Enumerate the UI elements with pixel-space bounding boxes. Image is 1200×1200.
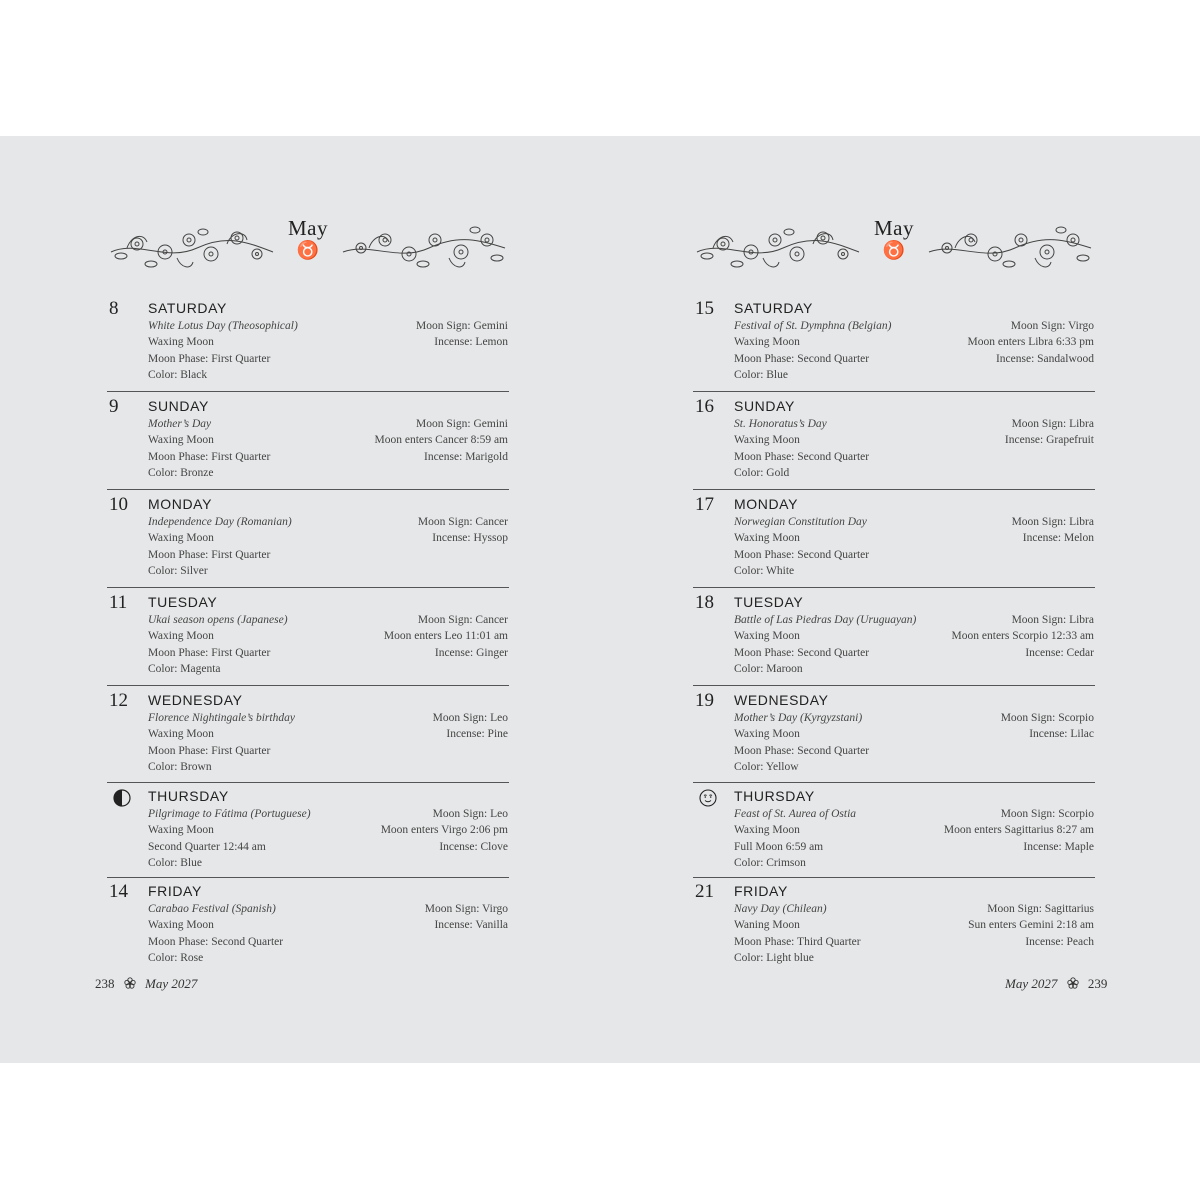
day-astro	[1005, 416, 1094, 449]
book-spread	[0, 136, 1200, 1063]
moon-state: Waxing Moon	[734, 630, 800, 643]
incense: Incense: Peach	[1025, 935, 1094, 948]
holiday-name: White Lotus Day (Theosophical)	[148, 320, 298, 332]
incense: Incense: Lilac	[1029, 728, 1094, 741]
divider	[693, 877, 1095, 878]
moon-phase: Moon Phase: Third Quarter	[734, 935, 861, 948]
moon-ingress: Moon enters Cancer 8:59 am	[374, 434, 508, 447]
sun-ingress: Sun enters Gemini 2:18 am	[968, 919, 1094, 932]
day-entry	[693, 786, 1095, 878]
day-number: 9	[109, 396, 119, 417]
holiday-name: Feast of St. Aurea of Ostia	[734, 808, 857, 820]
day-astro	[416, 318, 508, 351]
moon-state: Waxing Moon	[148, 824, 214, 837]
day-color: Color: Brown	[148, 761, 212, 774]
flower-icon	[1067, 977, 1079, 989]
moon-ingress: Moon enters Libra 6:33 pm	[967, 336, 1094, 349]
divider	[107, 489, 509, 490]
moon-sign: Moon Sign: Gemini	[415, 320, 508, 332]
day-astro	[1001, 710, 1094, 743]
moon-sign: Moon Sign: Libra	[1011, 516, 1094, 528]
day-entry	[693, 592, 1095, 686]
day-color: Color: Crimson	[734, 857, 806, 870]
moon-sign: Moon Sign: Virgo	[424, 903, 508, 915]
holiday-name: Carabao Festival (Spanish)	[148, 903, 276, 915]
incense: Incense: Ginger	[434, 646, 508, 659]
floral-flourish-icon	[339, 218, 509, 272]
incense: Incense: Grapefruit	[1004, 434, 1094, 447]
day-entry	[693, 690, 1095, 783]
divider	[693, 489, 1095, 490]
month-header	[693, 216, 1095, 276]
moon-sign: Moon Sign: Scorpio	[1000, 712, 1094, 724]
holiday-name: Norwegian Constitution Day	[734, 516, 867, 528]
moon-state: Waxing Moon	[148, 336, 214, 349]
moon-phase: Moon Phase: First Quarter	[148, 646, 271, 659]
day-astro	[375, 416, 509, 465]
day-number: 10	[109, 494, 128, 515]
moon-phase: Moon Phase: Second Quarter	[734, 450, 870, 463]
day-details	[734, 416, 869, 482]
day-entry	[693, 881, 1095, 971]
day-entry	[107, 592, 509, 686]
month-title: May	[288, 216, 328, 240]
moon-state: Waxing Moon	[148, 630, 214, 643]
weekday-label: FRIDAY	[734, 883, 788, 899]
day-entry	[107, 690, 509, 783]
day-entry	[107, 786, 509, 878]
day-astro	[968, 318, 1094, 367]
moon-sign: Moon Sign: Leo	[432, 808, 508, 820]
weekday-label: TUESDAY	[148, 594, 218, 610]
day-astro	[944, 806, 1094, 855]
day-entry	[107, 881, 509, 971]
incense: Incense: Sandalwood	[995, 352, 1094, 365]
day-entry	[693, 396, 1095, 490]
incense: Incense: Melon	[1022, 532, 1094, 545]
moon-ingress: Moon enters Leo 11:01 am	[383, 630, 508, 643]
moon-phase: Moon Phase: Second Quarter	[148, 935, 284, 948]
right-page	[586, 136, 1186, 1063]
day-number: 18	[695, 592, 714, 613]
weekday-label: SATURDAY	[148, 300, 227, 316]
day-details	[148, 806, 311, 872]
day-astro	[1012, 514, 1094, 547]
day-number: 17	[695, 494, 714, 515]
weekday-label: THURSDAY	[148, 788, 229, 804]
moon-state: Waxing Moon	[148, 434, 214, 447]
day-astro	[433, 710, 508, 743]
day-entry	[693, 298, 1095, 392]
moon-sign: Moon Sign: Cancer	[417, 516, 508, 528]
day-details	[734, 806, 856, 872]
holiday-name: Mother’s Day	[148, 418, 212, 430]
moon-state: Waxing Moon	[734, 434, 800, 447]
taurus-sign-icon: ♉	[296, 240, 320, 260]
weekday-label: THURSDAY	[734, 788, 815, 804]
day-color: Color: Bronze	[148, 467, 214, 480]
day-number: 19	[695, 690, 714, 711]
day-number: 15	[695, 298, 714, 319]
moon-phase: Second Quarter 12:44 am	[148, 840, 266, 853]
holiday-name: Pilgrimage to Fátima (Portuguese)	[148, 808, 311, 820]
day-color: Color: Blue	[148, 857, 202, 870]
day-color: Color: White	[734, 565, 795, 578]
weekday-label: MONDAY	[734, 496, 799, 512]
page-footer	[95, 976, 197, 992]
incense: Incense: Cedar	[1025, 646, 1094, 659]
holiday-name: Independence Day (Romanian)	[148, 516, 292, 528]
day-astro	[381, 806, 508, 855]
divider	[107, 877, 509, 878]
divider	[107, 782, 509, 783]
day-number: 11	[109, 592, 128, 613]
holiday-name: Ukai season opens (Japanese)	[148, 614, 288, 626]
day-number: 8	[109, 298, 119, 319]
divider	[693, 587, 1095, 588]
weekday-label: SUNDAY	[148, 398, 209, 414]
holiday-name: St. Honoratus’s Day	[734, 418, 827, 430]
divider	[107, 587, 509, 588]
divider	[693, 685, 1095, 686]
moon-ingress: Moon enters Virgo 2:06 pm	[380, 824, 508, 837]
moon-phase: Moon Phase: Second Quarter	[734, 352, 870, 365]
day-details	[734, 901, 861, 967]
moon-state: Waning Moon	[734, 919, 800, 932]
moon-sign: Moon Sign: Virgo	[1010, 320, 1094, 332]
day-color: Color: Gold	[734, 467, 790, 480]
holiday-name: Festival of St. Dymphna (Belgian)	[734, 320, 892, 332]
floral-flourish-icon	[925, 218, 1095, 272]
day-entry	[107, 298, 509, 392]
moon-state: Waxing Moon	[734, 728, 800, 741]
incense: Incense: Clove	[439, 840, 508, 853]
left-page	[0, 136, 600, 1063]
day-details	[734, 318, 891, 384]
full-moon-face-icon	[699, 789, 717, 807]
moon-sign: Moon Sign: Gemini	[415, 418, 508, 430]
day-color: Color: Light blue	[734, 952, 814, 965]
day-details	[148, 612, 288, 678]
day-details	[734, 710, 869, 776]
weekday-label: TUESDAY	[734, 594, 804, 610]
moon-phase: Moon Phase: Second Quarter	[734, 646, 870, 659]
day-details	[148, 901, 283, 967]
day-color: Color: Rose	[148, 952, 204, 965]
day-entry	[107, 494, 509, 588]
day-details	[148, 514, 292, 580]
moon-state: Waxing Moon	[734, 824, 800, 837]
incense: Incense: Hyssop	[432, 532, 508, 545]
page-number: 239	[1087, 976, 1108, 991]
flower-icon	[124, 977, 136, 989]
moon-phase: Moon Phase: First Quarter	[148, 548, 271, 561]
weekday-label: FRIDAY	[148, 883, 202, 899]
day-details	[148, 710, 295, 776]
divider	[107, 685, 509, 686]
day-entry	[107, 396, 509, 490]
month-header	[107, 216, 509, 276]
moon-state: Waxing Moon	[148, 919, 214, 932]
moon-phase: Moon Phase: First Quarter	[148, 450, 271, 463]
weekday-label: WEDNESDAY	[734, 692, 829, 708]
day-color: Color: Yellow	[734, 761, 799, 774]
moon-phase: Moon Phase: Second Quarter	[734, 548, 870, 561]
moon-phase: Full Moon 6:59 am	[734, 840, 824, 853]
moon-sign: Moon Sign: Leo	[432, 712, 508, 724]
day-details	[734, 612, 916, 678]
holiday-name: Florence Nightingale’s birthday	[148, 712, 295, 724]
day-number: 21	[695, 881, 714, 902]
moon-ingress: Moon enters Sagittarius 8:27 am	[943, 824, 1094, 837]
moon-state: Waxing Moon	[148, 532, 214, 545]
moon-sign: Moon Sign: Libra	[1011, 614, 1094, 626]
incense: Incense: Maple	[1023, 840, 1094, 853]
moon-sign: Moon Sign: Scorpio	[1000, 808, 1094, 820]
moon-sign: Moon Sign: Sagittarius	[987, 903, 1094, 915]
day-astro	[384, 612, 508, 661]
month-title: May	[874, 216, 914, 240]
incense: Incense: Marigold	[424, 450, 508, 463]
moon-phase: Moon Phase: First Quarter	[148, 744, 271, 757]
day-color: Color: Blue	[734, 369, 788, 382]
weekday-label: SUNDAY	[734, 398, 795, 414]
weekday-label: SATURDAY	[734, 300, 813, 316]
day-details	[734, 514, 869, 580]
moon-sign: Moon Sign: Cancer	[417, 614, 508, 626]
moon-state: Waxing Moon	[734, 532, 800, 545]
day-astro	[418, 514, 508, 547]
half-moon-icon	[113, 789, 131, 807]
day-entry	[693, 494, 1095, 588]
day-color: Color: Silver	[148, 565, 208, 578]
weekday-label: MONDAY	[148, 496, 213, 512]
moon-phase: Moon Phase: First Quarter	[148, 352, 271, 365]
day-number: 16	[695, 396, 714, 417]
divider	[693, 391, 1095, 392]
holiday-name: Navy Day (Chilean)	[734, 903, 827, 915]
moon-sign: Moon Sign: Libra	[1011, 418, 1094, 430]
day-number: 12	[109, 690, 128, 711]
moon-state: Waxing Moon	[148, 728, 214, 741]
day-astro	[425, 901, 508, 934]
day-astro	[952, 612, 1094, 661]
day-color: Color: Maroon	[734, 663, 803, 676]
day-color: Color: Magenta	[148, 663, 221, 676]
incense: Incense: Pine	[446, 728, 508, 741]
incense: Incense: Lemon	[434, 336, 508, 349]
footer-month: May 2027	[1005, 976, 1058, 991]
page-footer	[1005, 976, 1107, 992]
divider	[693, 782, 1095, 783]
moon-phase: Moon Phase: Second Quarter	[734, 744, 870, 757]
moon-state: Waxing Moon	[734, 336, 800, 349]
incense: Incense: Vanilla	[434, 919, 508, 932]
holiday-name: Battle of Las Piedras Day (Uruguayan)	[734, 614, 917, 626]
weekday-label: WEDNESDAY	[148, 692, 243, 708]
moon-ingress: Moon enters Scorpio 12:33 am	[951, 630, 1094, 643]
day-astro	[968, 901, 1094, 950]
page-number: 238	[95, 976, 115, 991]
day-number: 14	[109, 881, 128, 902]
divider	[107, 391, 509, 392]
footer-month: May 2027	[145, 976, 198, 991]
day-details	[148, 318, 298, 384]
holiday-name: Mother’s Day (Kyrgyzstani)	[734, 712, 863, 724]
day-details	[148, 416, 270, 482]
day-color: Color: Black	[148, 369, 208, 382]
taurus-sign-icon: ♉	[882, 240, 906, 260]
